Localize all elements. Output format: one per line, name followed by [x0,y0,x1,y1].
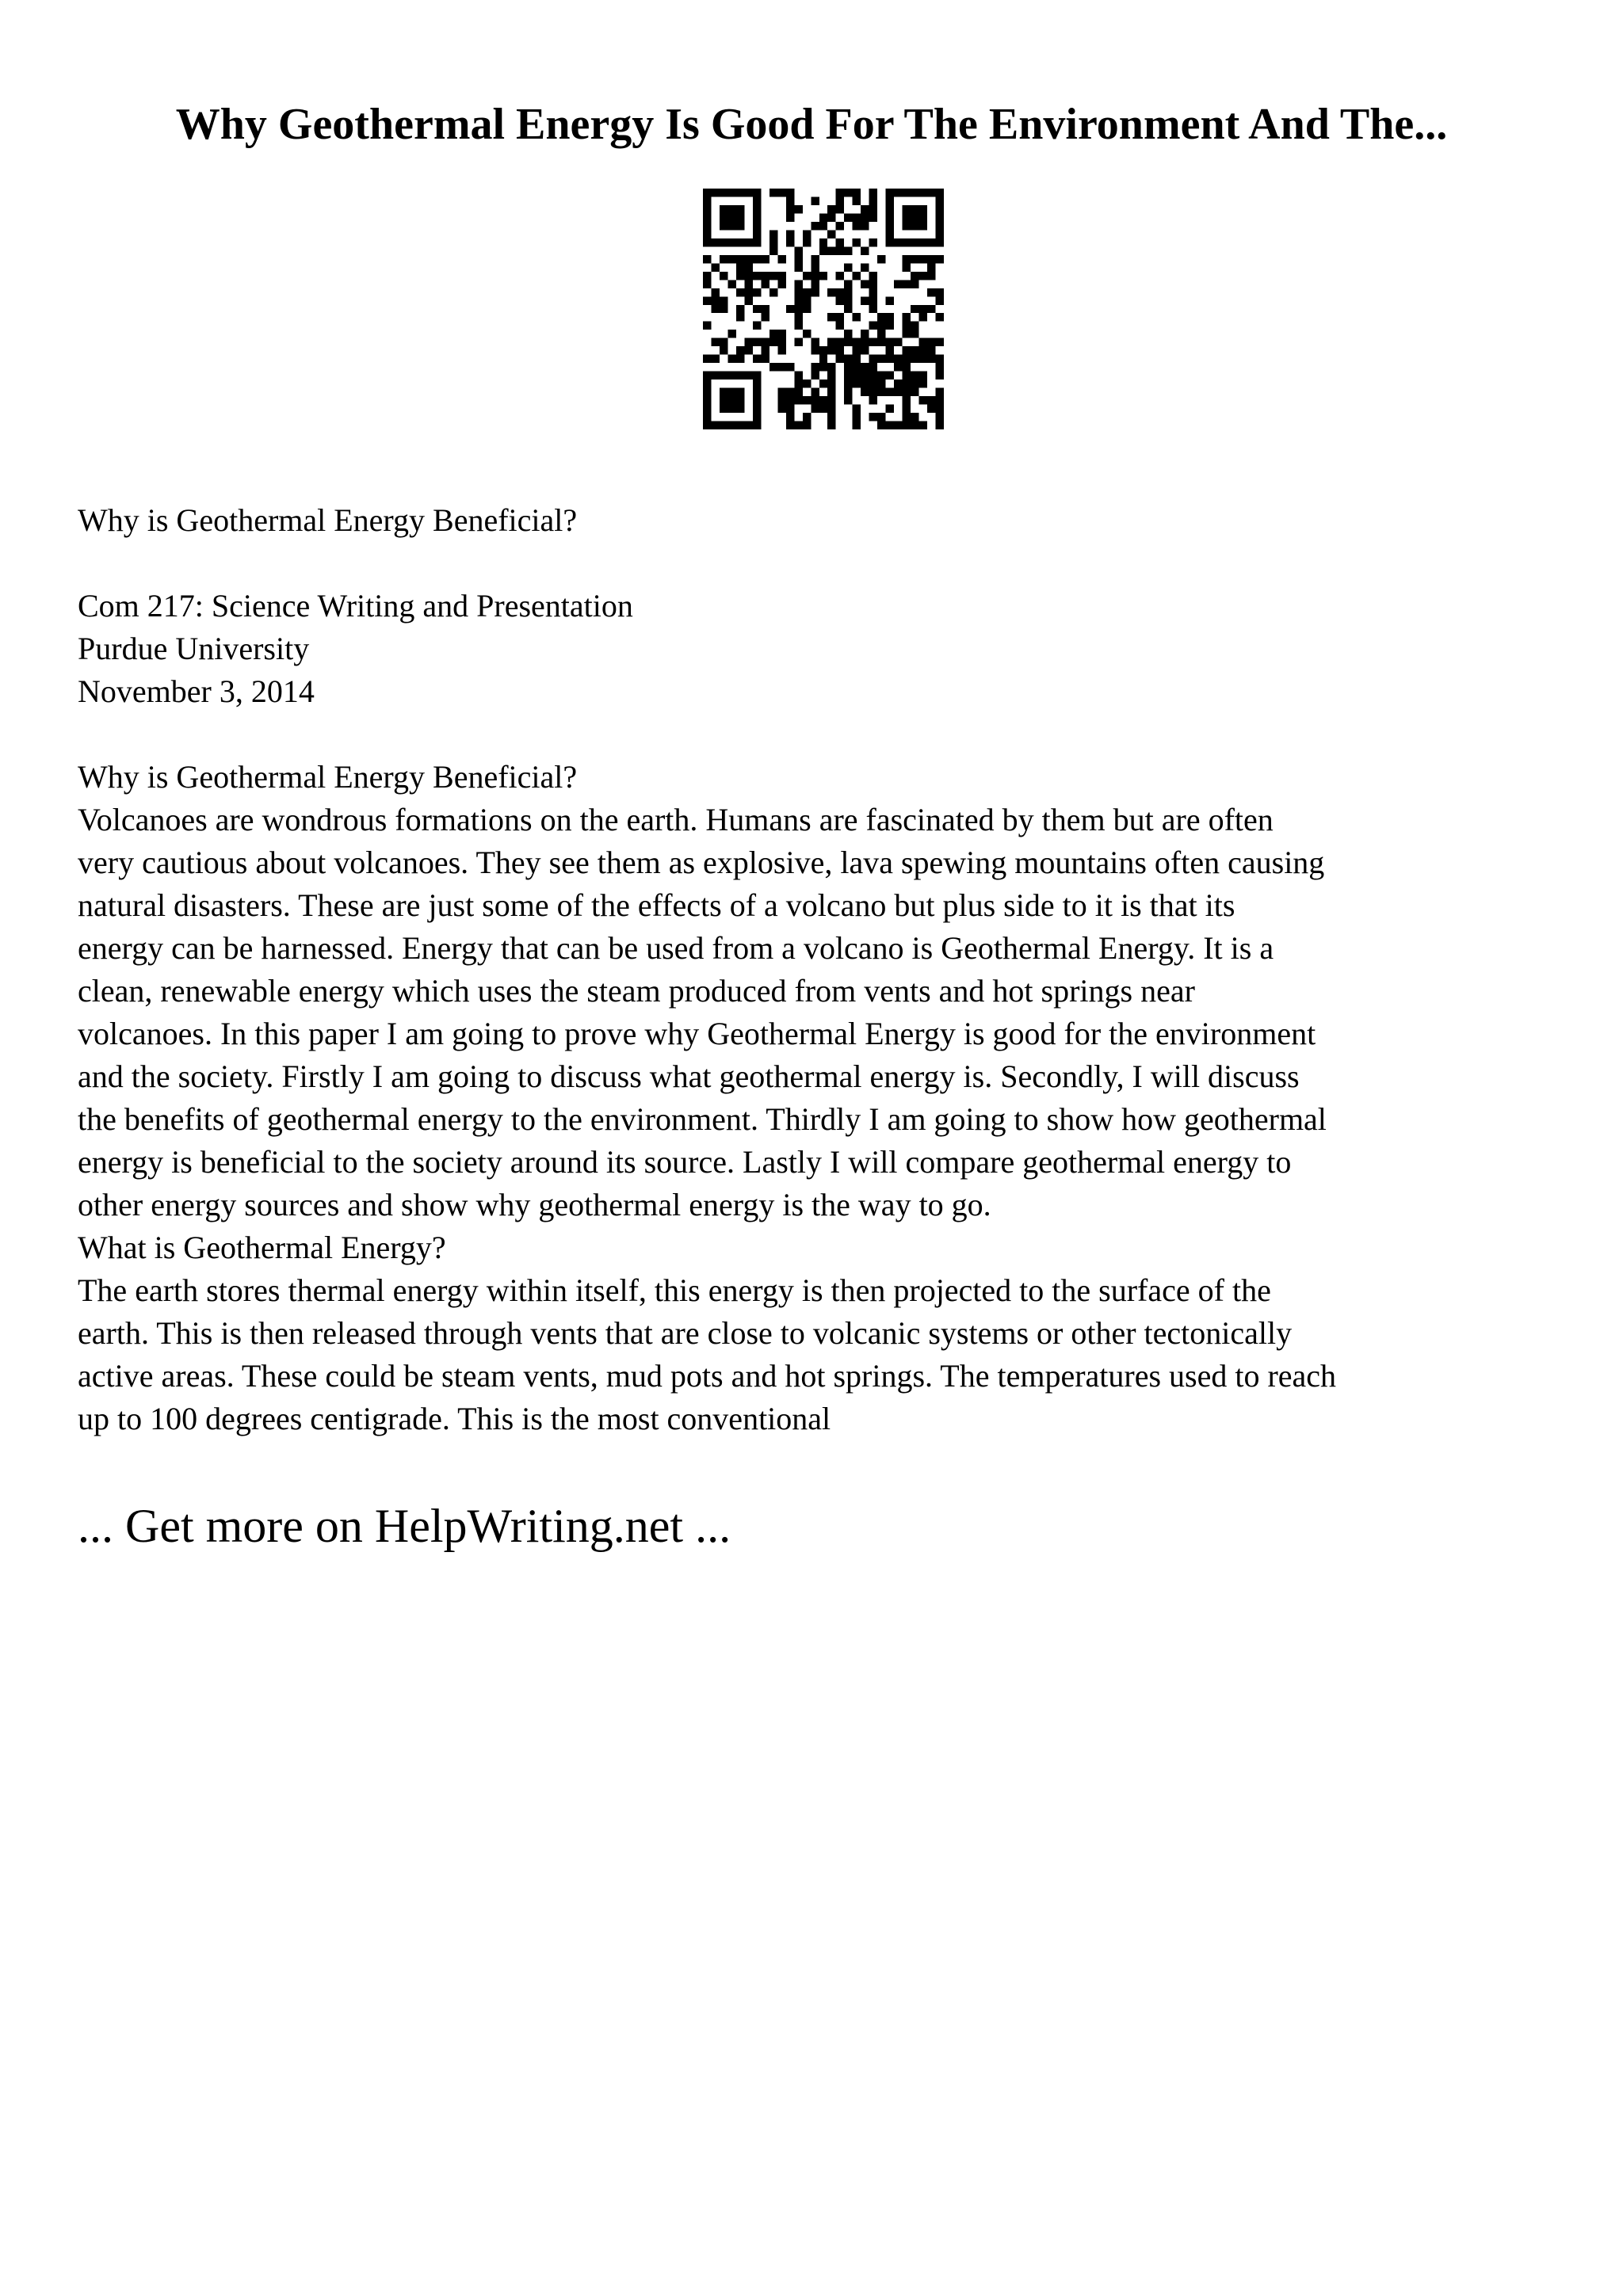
body-block [78,756,1568,1440]
body-line: active areas. These could be steam vents, mud pots and hot springs. The temperatures used to reach [78,1358,1337,1394]
header-line: Why is Geothermal Energy Beneficial? [78,502,578,538]
header-line: Purdue University [78,631,310,666]
body-line: volcanoes. In this paper I am going to prove why Geothermal Energy is good for the environment [78,1016,1316,1051]
body-line: The earth stores thermal energy within itself, this energy is then projected to the surface of the [78,1272,1271,1308]
qr-code-icon [703,189,944,429]
body-line: very cautious about volcanoes. They see them as explosive, lava spewing mountains often causing [78,845,1325,880]
header-line: November 3, 2014 [78,673,315,709]
body-line: up to 100 degrees centigrade. This is the most conventional [78,1401,831,1436]
body-line: Volcanoes are wondrous formations on the earth. Humans are fascinated by them but are often [78,802,1274,837]
header-line: Com 217: Science Writing and Presentation [78,588,633,624]
body-line: clean, renewable energy which uses the steam produced from vents and hot springs near [78,973,1195,1009]
body-line: earth. This is then released through vents that are close to volcanic systems or other tectonically [78,1315,1293,1351]
body-line: other energy sources and show why geothermal energy is the way to go. [78,1187,991,1222]
body-line: and the society. Firstly I am going to discuss what geothermal energy is. Secondly, I will discuss [78,1058,1300,1094]
body-line: the benefits of geothermal energy to the environment. Thirdly I am going to show how geothermal [78,1101,1327,1137]
header-block [78,499,1568,713]
body-line: energy is beneficial to the society around its source. Lastly I will compare geothermal energy to [78,1144,1292,1180]
body-line: Why is Geothermal Energy Beneficial? [78,759,578,795]
body-line: energy can be harnessed. Energy that can be used from a volcano is Geothermal Energy. It is a [78,930,1274,966]
document-title: Why Geothermal Energy Is Good For The Environment And The... [175,100,1448,149]
section-heading: What is Geothermal Energy? [78,1230,446,1265]
get-more-link[interactable]: ... Get more on HelpWriting.net ... [78,1500,731,1552]
body-line: natural disasters. These are just some of the effects of a volcano but plus side to it is that its [78,887,1235,923]
